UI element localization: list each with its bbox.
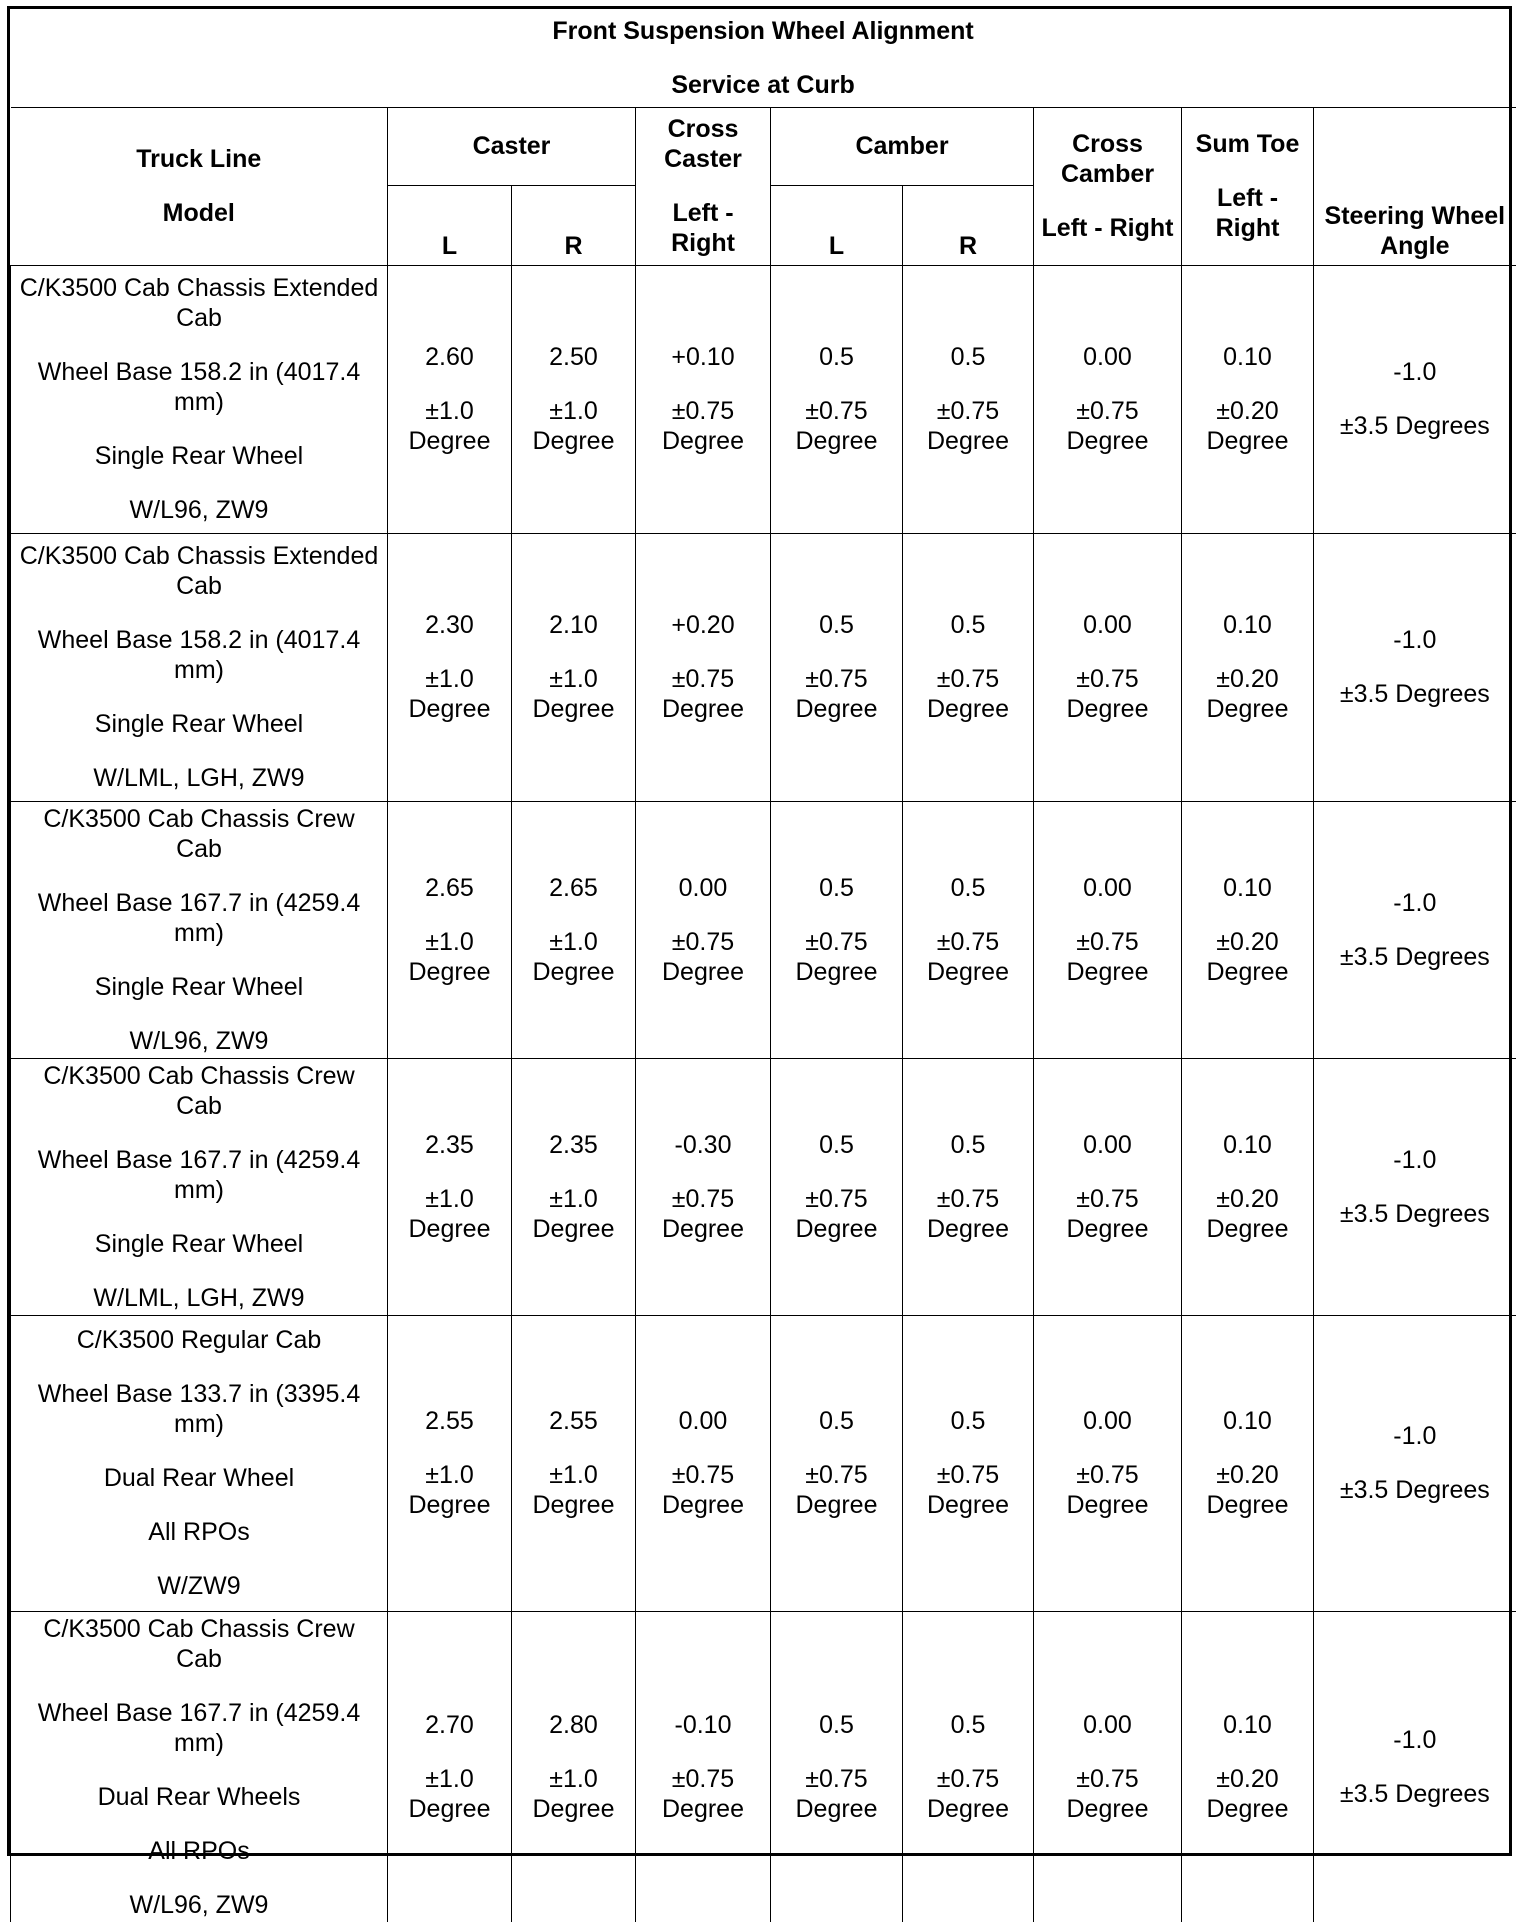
spec-unit: Degree (1206, 1794, 1289, 1823)
header-cross-camber-l2: Camber (1060, 160, 1155, 188)
header-camber: Camber (771, 107, 1034, 185)
spec-tolerance: ±0.20 (1216, 1184, 1279, 1213)
table-title: Front Suspension Wheel Alignment (552, 16, 974, 45)
table-subtitle: Service at Curb (671, 70, 855, 99)
header-steering-wheel-angle (1314, 107, 1516, 265)
model-line: Wheel Base 158.2 in (4017.4 mm) (37, 358, 361, 416)
spec-value: 0.00 (1083, 1710, 1132, 1739)
caster-r-cell (512, 801, 636, 1058)
model-line: C/K3500 Cab Chassis Crew Cab (43, 1061, 355, 1120)
model-cell (11, 533, 388, 801)
caster-l-cell (388, 533, 512, 801)
spec-value: +0.20 (671, 611, 735, 639)
spec-tolerance: ±0.75 (1076, 1764, 1139, 1793)
model-cell (11, 1058, 388, 1315)
model-line: C/K3500 Regular Cab (76, 1326, 322, 1354)
cross-caster-cell (636, 533, 771, 801)
spec-unit: Degree (408, 1491, 491, 1519)
steering-tolerance: ±3.5 Degrees (1339, 1199, 1490, 1228)
spec-value: -0.10 (674, 1710, 732, 1739)
steering-tolerance: ±3.5 Degrees (1339, 1779, 1490, 1808)
spec-value: 0.10 (1223, 1130, 1272, 1159)
spec-unit: Degree (1206, 1214, 1289, 1243)
spec-value: 0.5 (819, 343, 854, 371)
spec-tolerance: ±1.0 (549, 927, 598, 956)
table-row (11, 533, 1516, 801)
spec-value: 0.5 (819, 1710, 854, 1739)
model-line: C/K3500 Cab Chassis Crew Cab (43, 804, 355, 863)
spec-tolerance: ±0.75 (936, 927, 1000, 956)
cross-camber-cell (1034, 1315, 1182, 1611)
spec-tolerance: ±0.75 (671, 1764, 735, 1793)
spec-value: 2.55 (425, 1407, 474, 1435)
steering-value: -1.0 (1393, 626, 1437, 654)
spec-tolerance: ±0.75 (936, 1184, 1000, 1213)
header-sum-toe-label: Sum Toe (1195, 130, 1300, 158)
spec-value: 0.5 (819, 873, 854, 902)
header-cross-camber-sub: Left - Right (1041, 214, 1174, 242)
spec-tolerance: ±0.20 (1216, 397, 1279, 425)
spec-value: 2.55 (549, 1407, 598, 1435)
spec-value: 0.00 (1083, 1407, 1132, 1435)
camber-r-cell (903, 265, 1034, 533)
spec-unit: Degree (927, 1491, 1009, 1519)
spec-tolerance: ±1.0 (425, 1764, 474, 1793)
spec-unit: Degree (662, 957, 744, 986)
spec-unit: Degree (1066, 1491, 1149, 1519)
spec-tolerance: ±0.75 (671, 927, 735, 956)
spec-tolerance: ±0.75 (805, 665, 868, 693)
table-title-cell (11, 9, 1516, 107)
steering-wheel-angle-cell (1314, 533, 1516, 801)
spec-tolerance: ±0.75 (1076, 927, 1139, 956)
spec-unit: Degree (1066, 957, 1149, 986)
spec-value: -0.30 (674, 1130, 732, 1159)
sum-toe-cell (1182, 1315, 1314, 1611)
spec-tolerance: ±0.75 (1076, 1461, 1139, 1489)
spec-unit: Degree (662, 1491, 744, 1519)
model-line: W/LML, LGH, ZW9 (93, 1283, 305, 1312)
spec-value: 0.5 (950, 1710, 986, 1739)
steering-value: -1.0 (1393, 1145, 1437, 1174)
sum-toe-cell (1182, 1611, 1314, 1922)
spec-tolerance: ±1.0 (549, 1461, 598, 1489)
spec-tolerance: ±1.0 (425, 1461, 474, 1489)
spec-unit: Degree (795, 1491, 878, 1519)
spec-value: 0.10 (1223, 1710, 1272, 1739)
header-camber-l: L (771, 185, 903, 265)
spec-value: 2.65 (549, 873, 598, 902)
spec-tolerance: ±0.20 (1216, 927, 1279, 956)
caster-r-cell (512, 533, 636, 801)
steering-value: -1.0 (1393, 1422, 1437, 1450)
spec-tolerance: ±0.75 (805, 1184, 868, 1213)
header-truck-line-model (11, 107, 388, 265)
table-row (11, 801, 1516, 1058)
sum-toe-cell (1182, 801, 1314, 1058)
steering-wheel-angle-cell (1314, 801, 1516, 1058)
spec-unit: Degree (1066, 1214, 1149, 1243)
header-cross-caster (636, 107, 771, 265)
spec-tolerance: ±1.0 (549, 397, 598, 425)
caster-r-cell (512, 1058, 636, 1315)
cross-caster-cell (636, 265, 771, 533)
header-sum-toe-s2: Right (1215, 214, 1280, 242)
spec-value: 2.65 (425, 873, 474, 902)
header-cross-camber (1034, 107, 1182, 265)
spec-value: 0.00 (1083, 343, 1132, 371)
model-line: Single Rear Wheel (94, 972, 304, 1001)
header-cross-camber-l1: Cross (1072, 130, 1143, 158)
table-row (11, 1611, 1516, 1922)
spec-tolerance: ±0.75 (936, 1764, 1000, 1793)
model-cell (11, 1611, 388, 1922)
steering-wheel-angle-cell (1314, 265, 1516, 533)
camber-l-cell (771, 1315, 903, 1611)
alignment-spec-sheet (7, 6, 1512, 1919)
spec-value: 0.5 (950, 1407, 986, 1435)
caster-r-cell (512, 1611, 636, 1922)
spec-value: 0.00 (1083, 611, 1132, 639)
spec-unit: Degree (795, 957, 878, 986)
spec-unit: Degree (1206, 957, 1289, 986)
spec-unit: Degree (408, 1794, 491, 1823)
model-line: Wheel Base 167.7 in (4259.4 mm) (37, 1698, 361, 1757)
cross-camber-cell (1034, 533, 1182, 801)
spec-value: +0.10 (671, 343, 735, 371)
sum-toe-cell (1182, 533, 1314, 801)
steering-tolerance: ±3.5 Degrees (1339, 680, 1490, 708)
model-line: W/LML, LGH, ZW9 (93, 764, 305, 792)
model-cell (11, 801, 388, 1058)
spec-value: 0.5 (819, 1130, 854, 1159)
spec-tolerance: ±0.75 (805, 927, 868, 956)
spec-tolerance: ±0.20 (1216, 1764, 1279, 1793)
model-line: Wheel Base 167.7 in (4259.4 mm) (37, 888, 361, 947)
header-sum-toe-s1: Left - (1216, 184, 1279, 212)
spec-tolerance: ±0.75 (805, 397, 868, 425)
header-cross-caster-s2: Right (671, 229, 735, 257)
caster-r-cell (512, 265, 636, 533)
spec-tolerance: ±0.75 (671, 397, 735, 425)
spec-unit: Degree (408, 1214, 491, 1243)
caster-r-cell (512, 1315, 636, 1611)
spec-tolerance: ±0.75 (936, 397, 1000, 425)
spec-tolerance: ±0.75 (936, 1461, 1000, 1489)
header-sum-toe (1182, 107, 1314, 265)
model-line: Wheel Base 167.7 in (4259.4 mm) (37, 1145, 361, 1204)
spec-value: 2.10 (549, 611, 598, 639)
spec-value: 0.00 (678, 873, 728, 902)
camber-l-cell (771, 1058, 903, 1315)
spec-value: 2.70 (425, 1710, 474, 1739)
spec-tolerance: ±0.75 (671, 1184, 735, 1213)
cross-camber-cell (1034, 1611, 1182, 1922)
spec-unit: Degree (662, 1794, 744, 1823)
spec-unit: Degree (1206, 427, 1289, 455)
spec-value: 2.60 (425, 343, 474, 371)
model-line: Dual Rear Wheel (103, 1464, 295, 1492)
spec-value: 0.5 (819, 611, 854, 639)
spec-tolerance: ±1.0 (425, 397, 474, 425)
cross-caster-cell (636, 801, 771, 1058)
spec-unit: Degree (795, 1214, 878, 1243)
spec-tolerance: ±0.75 (936, 665, 1000, 693)
steering-tolerance: ±3.5 Degrees (1339, 942, 1490, 971)
spec-tolerance: ±0.75 (671, 1461, 735, 1489)
spec-tolerance: ±1.0 (549, 1184, 598, 1213)
camber-l-cell (771, 1611, 903, 1922)
header-cross-caster-l1: Cross (667, 115, 739, 143)
camber-r-cell (903, 533, 1034, 801)
spec-value: 2.80 (549, 1710, 598, 1739)
spec-tolerance: ±0.75 (1076, 1184, 1139, 1213)
spec-tolerance: ±0.75 (671, 665, 735, 693)
spec-unit: Degree (532, 427, 615, 455)
spec-unit: Degree (408, 695, 491, 723)
camber-r-cell (903, 1315, 1034, 1611)
spec-value: 2.35 (549, 1130, 598, 1159)
model-line: C/K3500 Cab Chassis Extended Cab (19, 274, 379, 332)
spec-unit: Degree (662, 695, 744, 723)
cross-camber-cell (1034, 801, 1182, 1058)
header-caster-l: L (388, 185, 512, 265)
spec-value: 0.00 (1083, 1130, 1132, 1159)
model-cell (11, 1315, 388, 1611)
sum-toe-cell (1182, 265, 1314, 533)
model-line: W/L96, ZW9 (129, 1026, 269, 1055)
model-line: C/K3500 Cab Chassis Crew Cab (43, 1614, 355, 1673)
camber-r-cell (903, 1058, 1034, 1315)
spec-unit: Degree (795, 1794, 878, 1823)
spec-value: 0.10 (1223, 873, 1272, 902)
spec-unit: Degree (927, 427, 1009, 455)
spec-unit: Degree (408, 427, 491, 455)
caster-l-cell (388, 1315, 512, 1611)
header-cross-caster-l2: Caster (664, 145, 742, 173)
model-line: Single Rear Wheel (94, 710, 304, 738)
steering-wheel-angle-cell (1314, 1058, 1516, 1315)
spec-value: 0.5 (819, 1407, 854, 1435)
caster-l-cell (388, 801, 512, 1058)
model-line: Single Rear Wheel (94, 1229, 304, 1258)
alignment-table (10, 9, 1516, 1922)
model-cell (11, 265, 388, 533)
camber-l-cell (771, 533, 903, 801)
spec-unit: Degree (532, 695, 615, 723)
spec-tolerance: ±1.0 (549, 1764, 598, 1793)
spec-unit: Degree (1066, 427, 1149, 455)
spec-value: 0.5 (950, 1130, 986, 1159)
cross-camber-cell (1034, 265, 1182, 533)
sum-toe-cell (1182, 1058, 1314, 1315)
header-steering-l2: Angle (1380, 231, 1450, 260)
spec-unit: Degree (927, 1214, 1009, 1243)
table-row (11, 1315, 1516, 1611)
spec-value: 2.50 (549, 343, 598, 371)
steering-wheel-angle-cell (1314, 1315, 1516, 1611)
spec-value: 0.00 (678, 1407, 728, 1435)
spec-value: 2.35 (425, 1130, 474, 1159)
model-line: All RPOs (148, 1836, 250, 1865)
table-row (11, 265, 1516, 533)
spec-unit: Degree (795, 427, 878, 455)
spec-value: 0.10 (1223, 1407, 1272, 1435)
camber-r-cell (903, 801, 1034, 1058)
model-line: Wheel Base 133.7 in (3395.4 mm) (37, 1380, 361, 1438)
model-line: W/ZW9 (157, 1572, 241, 1600)
spec-unit: Degree (662, 1214, 744, 1243)
model-line: W/L96, ZW9 (129, 496, 269, 524)
steering-tolerance: ±3.5 Degrees (1339, 412, 1490, 440)
header-steering-l1: Steering Wheel (1324, 201, 1506, 230)
cross-camber-cell (1034, 1058, 1182, 1315)
spec-unit: Degree (532, 1794, 615, 1823)
spec-unit: Degree (408, 957, 491, 986)
model-line: W/L96, ZW9 (129, 1890, 269, 1919)
spec-unit: Degree (1206, 1491, 1289, 1519)
cross-caster-cell (636, 1611, 771, 1922)
spec-unit: Degree (532, 957, 615, 986)
spec-unit: Degree (795, 695, 878, 723)
spec-unit: Degree (532, 1491, 615, 1519)
spec-value: 0.10 (1223, 343, 1272, 371)
cross-caster-cell (636, 1058, 771, 1315)
spec-tolerance: ±1.0 (425, 665, 474, 693)
camber-l-cell (771, 801, 903, 1058)
spec-unit: Degree (927, 1794, 1009, 1823)
spec-tolerance: ±0.20 (1216, 1461, 1279, 1489)
spec-unit: Degree (1206, 695, 1289, 723)
spec-tolerance: ±1.0 (425, 927, 474, 956)
header-caster-r: R (512, 185, 636, 265)
spec-unit: Degree (927, 957, 1009, 986)
model-line: Wheel Base 158.2 in (4017.4 mm) (37, 626, 361, 684)
header-model: Model (162, 199, 235, 227)
spec-tolerance: ±0.75 (805, 1461, 868, 1489)
table-row (11, 1058, 1516, 1315)
spec-tolerance: ±1.0 (549, 665, 598, 693)
header-truck-line: Truck Line (136, 145, 262, 173)
camber-r-cell (903, 1611, 1034, 1922)
header-camber-r: R (903, 185, 1034, 265)
spec-unit: Degree (662, 427, 744, 455)
header-caster: Caster (388, 107, 636, 185)
caster-l-cell (388, 1611, 512, 1922)
spec-tolerance: ±0.75 (805, 1764, 868, 1793)
model-line: Dual Rear Wheels (97, 1782, 301, 1811)
spec-unit: Degree (1066, 1794, 1149, 1823)
spec-unit: Degree (1066, 695, 1149, 723)
caster-l-cell (388, 265, 512, 533)
spec-tolerance: ±1.0 (425, 1184, 474, 1213)
spec-tolerance: ±0.75 (1076, 665, 1139, 693)
header-cross-caster-s1: Left - (672, 199, 734, 227)
spec-tolerance: ±0.20 (1216, 665, 1279, 693)
model-line: Single Rear Wheel (94, 442, 304, 470)
spec-value: 0.5 (950, 611, 986, 639)
spec-value: 0.10 (1223, 611, 1272, 639)
spec-value: 0.5 (950, 873, 986, 902)
steering-value: -1.0 (1393, 888, 1437, 917)
spec-unit: Degree (927, 695, 1009, 723)
spec-value: 0.00 (1083, 873, 1132, 902)
steering-wheel-angle-cell (1314, 1611, 1516, 1922)
camber-l-cell (771, 265, 903, 533)
cross-caster-cell (636, 1315, 771, 1611)
spec-value: 0.5 (950, 343, 986, 371)
steering-value: -1.0 (1393, 1725, 1437, 1754)
steering-tolerance: ±3.5 Degrees (1339, 1476, 1490, 1504)
spec-unit: Degree (532, 1214, 615, 1243)
caster-l-cell (388, 1058, 512, 1315)
model-line: All RPOs (148, 1518, 250, 1546)
spec-tolerance: ±0.75 (1076, 397, 1139, 425)
steering-value: -1.0 (1393, 358, 1437, 386)
model-line: C/K3500 Cab Chassis Extended Cab (19, 542, 379, 600)
spec-value: 2.30 (425, 611, 474, 639)
